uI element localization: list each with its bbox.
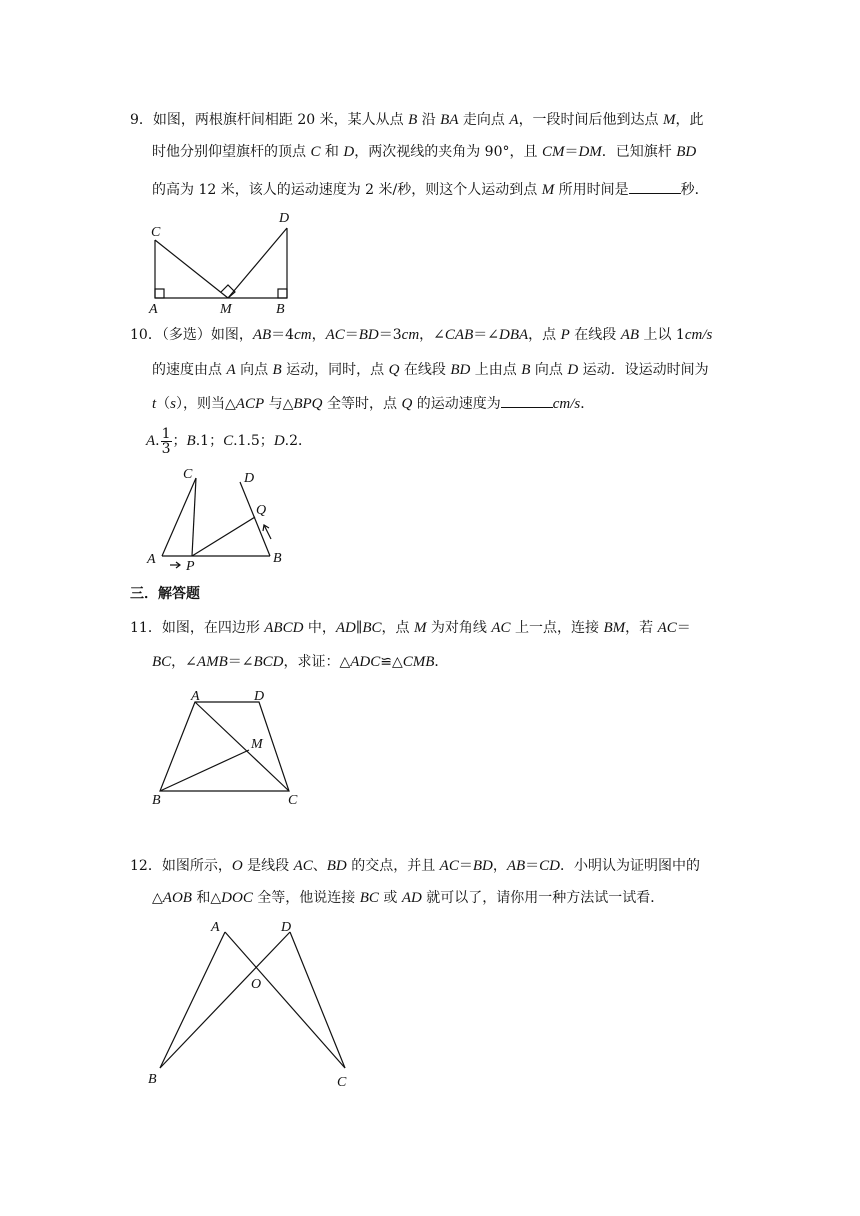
var-C: C: [310, 144, 321, 160]
var-BC: BC: [362, 620, 382, 636]
label-B: B: [152, 793, 161, 808]
q11-text: ，若: [625, 620, 658, 636]
var-DOC: DOC: [221, 890, 253, 906]
q11-line-1: [130, 618, 691, 638]
label-A: A: [149, 302, 158, 317]
var-BA: BA: [440, 112, 459, 128]
label-D: D: [281, 920, 292, 935]
q10-text: 10．（多选）如图，: [130, 327, 253, 343]
fraction-numerator: 1: [161, 425, 171, 442]
q10-text: 向点: [235, 362, 273, 378]
q10-text: .2．: [284, 433, 313, 449]
q9-text: ．已知旗杆: [601, 144, 677, 160]
var-DM: DM: [578, 144, 602, 160]
var-BM: BM: [603, 620, 626, 636]
var-AC: AC: [657, 620, 677, 636]
segment-ac: [162, 478, 196, 556]
label-D: D: [244, 471, 255, 486]
q10-text: 在线段: [569, 327, 621, 343]
q10-text: 上由点: [470, 362, 522, 378]
q11-text: 上一点，连接: [510, 620, 604, 636]
answer-blank[interactable]: [501, 393, 553, 408]
q10-text: （: [156, 396, 171, 412]
q11-text: ≌△: [380, 654, 403, 670]
var-DBA: DBA: [498, 327, 529, 343]
q11-text: ＝∠: [227, 654, 254, 670]
option-B: B: [186, 433, 196, 449]
var-BPQ: BPQ: [293, 396, 323, 412]
var-AB: AB: [506, 858, 526, 874]
diagonal-ac: [195, 702, 289, 791]
segment-bd: [160, 932, 290, 1068]
q9-text: 所用时间是: [554, 182, 629, 198]
q10-options: [146, 426, 312, 456]
var-CM: CM: [541, 144, 565, 160]
var-B: B: [521, 362, 531, 378]
var-Q: Q: [388, 362, 400, 378]
q9-text: ，一段时间后他到达点: [518, 112, 664, 128]
var-AD: AD: [401, 890, 422, 906]
q10-text: 在线段: [399, 362, 451, 378]
q11-text: ．: [434, 654, 449, 670]
q11-text: 11．如图，在四边形: [130, 620, 265, 636]
label-C: C: [288, 793, 298, 808]
var-AB: AB: [252, 327, 272, 343]
q12-text: ．小明认为证明图中的: [560, 858, 700, 874]
var-BC: BC: [359, 890, 379, 906]
label-D: D: [279, 211, 290, 226]
q10-line-3: [152, 393, 594, 414]
q12-text: 和△: [191, 890, 222, 906]
label-C: C: [183, 467, 193, 482]
var-BC: BC: [152, 654, 172, 670]
segment-cp: [192, 478, 196, 556]
q12-line-1: [130, 856, 700, 876]
q9-text: 时他分别仰望旗杆的顶点: [152, 144, 311, 160]
q9-line-1: [130, 110, 704, 130]
q10-text: .: [155, 433, 160, 449]
q10-text: 运动，同时，点: [281, 362, 389, 378]
label-B: B: [148, 1072, 157, 1087]
label-C: C: [337, 1075, 347, 1090]
right-angle-a: [155, 289, 164, 298]
q10-text: 向点: [530, 362, 568, 378]
q10-text: ；: [172, 433, 187, 449]
var-M: M: [663, 112, 676, 128]
label-B: B: [276, 302, 285, 317]
var-AD: AD: [335, 620, 356, 636]
q10-text: 全等时，点: [322, 396, 402, 412]
var-BCD: BCD: [253, 654, 284, 670]
line-dm: [228, 228, 287, 298]
var-B: B: [272, 362, 282, 378]
var-D: D: [343, 144, 355, 160]
var-A: A: [509, 112, 519, 128]
q10-text: ），则当△: [176, 396, 236, 412]
segment-bd: [240, 482, 270, 556]
q12-text: ＝: [458, 858, 473, 874]
q10-text: 的运动速度为: [412, 396, 501, 412]
var-BD: BD: [326, 858, 347, 874]
q11-text: ，点: [381, 620, 414, 636]
q10-figure: [140, 465, 290, 575]
q12-text: ＝: [525, 858, 540, 874]
var-AC: AC: [293, 858, 313, 874]
q12-text: 或: [378, 890, 402, 906]
var-ACP: ACP: [235, 396, 265, 412]
var-CMB: CMB: [402, 654, 435, 670]
label-P: P: [186, 559, 195, 574]
quadrilateral-abcd: [160, 702, 289, 791]
label-M: M: [220, 302, 232, 317]
q9-text: 秒．: [680, 182, 709, 198]
q12-figure: [140, 915, 360, 1095]
label-D: D: [254, 689, 265, 704]
var-A: A: [226, 362, 236, 378]
var-BD: BD: [358, 327, 379, 343]
q10-text: ，点: [528, 327, 561, 343]
q9-text: 的高为 12 米，该人的运动速度为 2 米/秒，则这个人运动到点: [152, 182, 542, 198]
q10-line-1: [130, 325, 712, 345]
unit-cm: cm: [294, 327, 312, 343]
right-angle-b: [278, 289, 287, 298]
q11-text: ＝: [676, 620, 691, 636]
q11-text: ，∠: [171, 654, 197, 670]
q11-line-2: [152, 652, 448, 672]
line-cm: [155, 240, 228, 298]
label-O: O: [251, 977, 262, 992]
label-A: A: [147, 552, 156, 567]
option-D: D: [273, 433, 285, 449]
label-C: C: [151, 225, 161, 240]
var-M: M: [413, 620, 427, 636]
q10-text: 上以 1: [639, 327, 685, 343]
label-A: A: [211, 920, 220, 935]
q10-text: ，∠: [419, 327, 445, 343]
var-BD: BD: [472, 858, 493, 874]
q10-text: .1；: [195, 433, 224, 449]
q9-text: ，此: [675, 112, 704, 128]
answer-blank[interactable]: [629, 179, 681, 194]
segment-ac: [225, 932, 345, 1068]
q12-text: △: [152, 890, 163, 906]
var-AC: AC: [439, 858, 459, 874]
var-CD: CD: [539, 858, 560, 874]
var-CAB: CAB: [444, 327, 474, 343]
q12-line-2: [152, 888, 664, 908]
q9-text: 沿: [417, 112, 441, 128]
q12-text: 、: [312, 858, 327, 874]
q9-text: 走向点: [458, 112, 510, 128]
var-BD: BD: [676, 144, 697, 160]
q9-line-3: [152, 179, 709, 200]
var-ABCD: ABCD: [264, 620, 304, 636]
q10-text: ，: [311, 327, 326, 343]
var-t: t: [152, 396, 157, 412]
q10-text: ＝∠: [473, 327, 499, 343]
q10-text: 的速度由点: [152, 362, 227, 378]
var-Q: Q: [401, 396, 413, 412]
q10-text: ＝: [344, 327, 359, 343]
var-BD: BD: [450, 362, 471, 378]
option-A: A: [146, 433, 156, 449]
q11-text: 中，: [303, 620, 336, 636]
q10-text: ．: [580, 396, 595, 412]
unit-cm: cm: [401, 327, 420, 343]
fraction-denominator: 3: [161, 440, 171, 457]
q12-text: 是线段: [242, 858, 294, 874]
unit-cms: cm/s: [684, 327, 713, 343]
q9-text: ＝: [564, 144, 579, 160]
var-M: M: [541, 182, 555, 198]
q11-text: ，求证：△: [283, 654, 351, 670]
option-C: C: [223, 433, 234, 449]
var-AMB: AMB: [196, 654, 228, 670]
fraction-one-third: [161, 427, 172, 456]
var-D: D: [567, 362, 579, 378]
var-AOB: AOB: [162, 890, 192, 906]
q11-figure: [140, 680, 310, 810]
label-Q: Q: [256, 503, 267, 518]
q9-figure: [140, 210, 300, 318]
label-M: M: [251, 737, 263, 752]
q11-text: 为对角线: [426, 620, 492, 636]
segment-ab: [160, 932, 225, 1068]
unit-s: s: [170, 396, 177, 412]
unit-cms: cm/s: [552, 396, 581, 412]
q10-text: ＝4: [271, 327, 295, 343]
q9-line-2: [152, 142, 696, 162]
q9-text: 和: [320, 144, 344, 160]
q12-text: ，: [492, 858, 507, 874]
var-AB: AB: [620, 327, 640, 343]
var-P: P: [560, 327, 570, 343]
q11-text: ∥: [355, 620, 363, 636]
q12-text: 就可以了，请你用一种方法试一试看．: [421, 890, 665, 906]
label-B: B: [273, 551, 282, 566]
var-O: O: [231, 858, 243, 874]
q12-text: 12．如图所示，: [130, 858, 232, 874]
q9-text: 9．如图，两根旗杆间相距 20 米，某人从点: [130, 112, 409, 128]
q12-text: 的交点，并且: [346, 858, 440, 874]
segment-cd: [290, 932, 345, 1068]
var-AC: AC: [325, 327, 345, 343]
q10-text: ＝3: [378, 327, 402, 343]
q12-text: 全等，他说连接: [252, 890, 360, 906]
segment-pq: [192, 517, 255, 556]
q10-line-2: [152, 360, 709, 380]
var-ADC: ADC: [350, 654, 381, 670]
label-A: A: [191, 689, 200, 704]
q10-text: 与△: [264, 396, 294, 412]
var-AC: AC: [491, 620, 511, 636]
section-heading: 三．解答题: [130, 586, 200, 602]
q10-text: 运动．设运动时间为: [578, 362, 709, 378]
q9-text: ，两次视线的夹角为 90°，且: [354, 144, 542, 160]
q10-text: .1.5；: [233, 433, 274, 449]
var-B: B: [408, 112, 418, 128]
